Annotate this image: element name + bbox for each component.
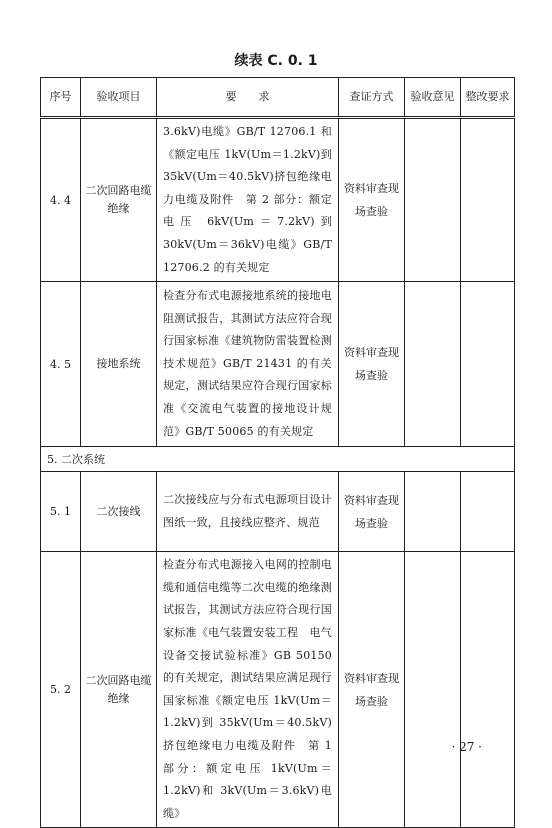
row-item: 二次接线 <box>81 472 157 552</box>
header-index: 序号 <box>41 78 81 118</box>
row-requirement: 检查分布式电源接入电网的控制电缆和通信电缆等二次电缆的绝缘测试报告，其测试方法应符合现行国家标准《电气装置安装工程 电气设备交接试验标准》GB 50150 的有关规定，测试结果应满足现行国家标准《额定电压 1kV(Um＝1.2kV)到 35kV(Um＝40.5kV)挤包绝缘电力电缆及附件 第 1 部分：额定电压 1kV(Um＝1.2kV)和 3kV(Um＝3.6kV)电缆》 <box>157 552 339 828</box>
header-row <box>41 78 515 118</box>
row-rectify <box>461 118 515 282</box>
row-number: 4. 4 <box>41 118 81 282</box>
row-number: 5. 2 <box>41 552 81 828</box>
row-rectify <box>461 282 515 447</box>
table-row <box>41 472 515 552</box>
header-item: 验收项目 <box>81 78 157 118</box>
section-title: 5. 二次系统 <box>41 447 515 472</box>
row-opinion <box>405 472 461 552</box>
row-method: 资料审查现场查验 <box>339 472 405 552</box>
table-row <box>41 282 515 447</box>
row-item: 接地系统 <box>81 282 157 447</box>
header-method: 查证方式 <box>339 78 405 118</box>
header-opinion: 验收意见 <box>405 78 461 118</box>
row-requirement: 二次接线应与分布式电源项目设计图纸一致，且接线应整齐、规范 <box>157 472 339 552</box>
page-number: · 27 · <box>451 740 482 754</box>
row-opinion <box>405 282 461 447</box>
row-requirement: 检查分布式电源接地系统的接地电阻测试报告，其测试方法应符合现行国家标准《建筑物防雷装置检测技术规范》GB/T 21431 的有关规定，测试结果应符合现行国家标准《交流电气装置的接地设计规范》GB/T 50065 的有关规定 <box>157 282 339 447</box>
row-item: 二次回路电缆绝缘 <box>81 118 157 282</box>
row-number: 4. 5 <box>41 282 81 447</box>
row-method: 资料审查现场查验 <box>339 552 405 828</box>
table-title: 续表 C. 0. 1 <box>234 53 318 69</box>
row-method: 资料审查现场查验 <box>339 118 405 282</box>
row-rectify <box>461 552 515 828</box>
row-number: 5. 1 <box>41 472 81 552</box>
row-method: 资料审查现场查验 <box>339 282 405 447</box>
table-row <box>41 118 515 282</box>
table-row <box>41 552 515 828</box>
acceptance-table <box>40 77 515 828</box>
header-requirement: 要 求 <box>157 78 339 118</box>
header-rectify: 整改要求 <box>461 78 515 118</box>
row-item: 二次回路电缆绝缘 <box>81 552 157 828</box>
section-row <box>41 447 515 472</box>
row-requirement: 3.6kV)电缆》GB/T 12706.1 和《额定电压 1kV(Um＝1.2kV)到 35kV(Um＝40.5kV)挤包绝缘电力电缆及附件 第 2 部分：额定电压 6kV(Um＝7.2kV)到 30kV(Um＝36kV)电缆》GB/T 12706.2 的有关规定 <box>157 118 339 282</box>
row-opinion <box>405 118 461 282</box>
row-opinion <box>405 552 461 828</box>
row-rectify <box>461 472 515 552</box>
